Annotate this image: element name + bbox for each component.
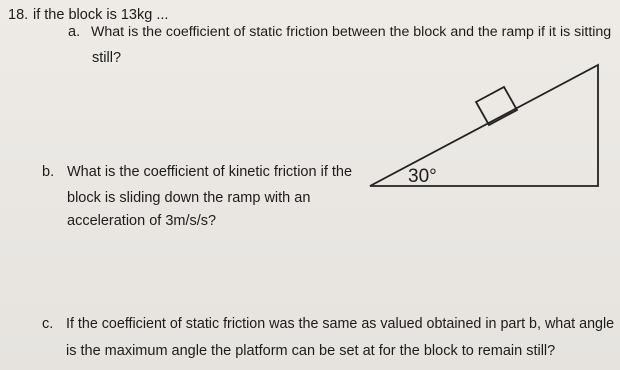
part-b-text-line3: acceleration of 3m/s/s? (67, 213, 217, 229)
part-c-text-line2: is the maximum angle the platform can be set at for the block to remain still? (66, 343, 556, 359)
part-c-letter: c. (42, 316, 54, 332)
part-a-letter: a. (68, 24, 81, 40)
question-stem: if the block is 13kg ... (33, 7, 169, 23)
ramp-diagram (330, 58, 610, 193)
question-number: 18. (8, 7, 29, 23)
part-a-text-line1: What is the coefficient of static friction between the block and the ramp if it is sitting (91, 24, 612, 40)
part-c-text-line1: If the coefficient of static friction was the same as valued obtained in part b, what angle (66, 316, 615, 332)
angle-label: 30° (408, 166, 437, 187)
part-b-text-line1: What is the coefficient of kinetic friction if the (67, 164, 353, 180)
part-b-text-line2: block is sliding down the ramp with an (67, 190, 311, 206)
part-a-text-line2: still? (92, 50, 122, 66)
part-b-letter: b. (42, 164, 55, 180)
ramp-triangle (370, 65, 598, 186)
